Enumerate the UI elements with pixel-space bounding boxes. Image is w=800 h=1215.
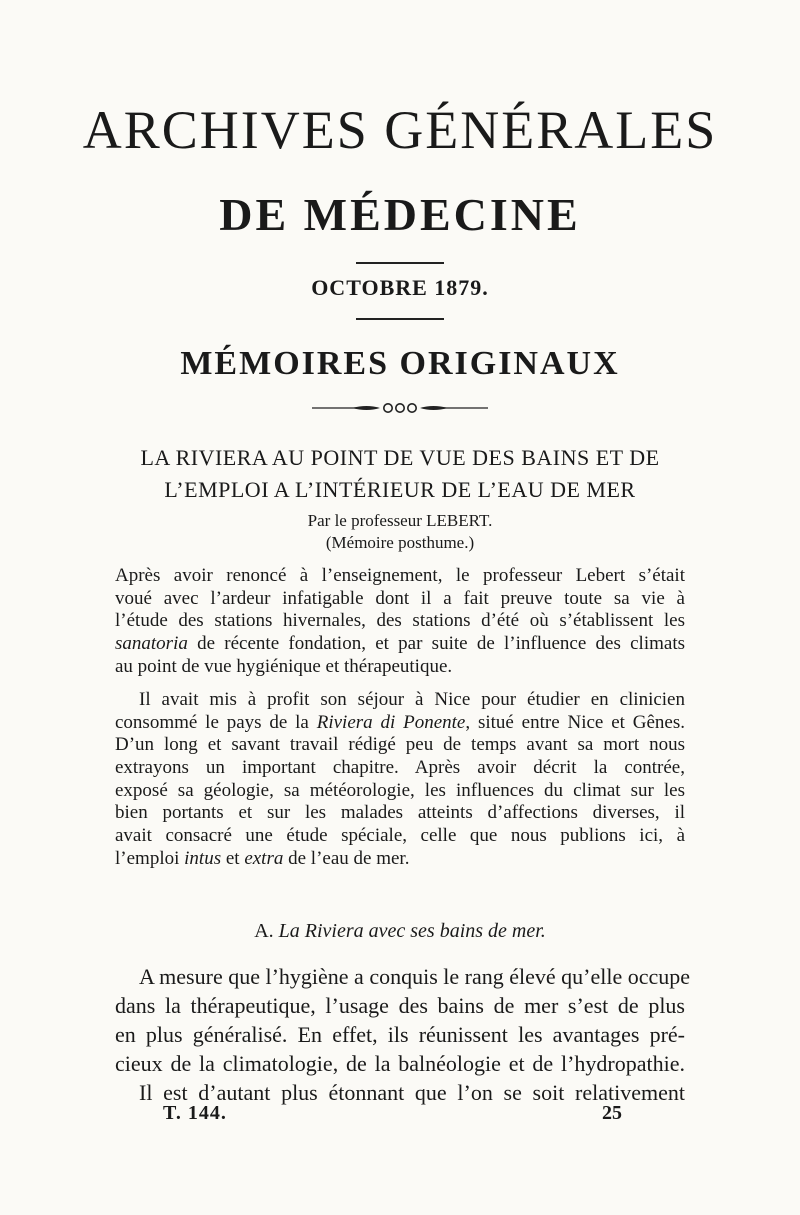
text-line: Il est d’autant plus étonnant que l’on se soit relativement xyxy=(139,1080,685,1105)
text-line: exposé sa géologie, sa météorologie, les influences du climat sur les xyxy=(115,779,685,801)
italic-term: extra xyxy=(244,847,284,869)
text-line: l’étude des stations hivernales, des stations d’été où s’établissent les xyxy=(115,610,685,632)
italic-term: sanatoria xyxy=(115,633,188,655)
text-line: D’un long et savant travail rédigé peu de temps avant sa mort nous xyxy=(115,734,685,756)
text-line: au point de vue hygiénique et thérapeutique. xyxy=(115,655,453,677)
article-note: (Mémoire posthume.) xyxy=(325,533,475,552)
article-title-line-2: L’EMPLOI A L’INTÉRIEUR DE L’EAU DE MER xyxy=(164,477,636,502)
signature-mark: 25 xyxy=(602,1102,622,1124)
article-title-line-1: LA RIVIERA AU POINT DE VUE DES BAINS ET DE xyxy=(140,445,660,470)
paragraph-3 xyxy=(115,962,690,1107)
issue-date: OCTOBRE 1879. xyxy=(311,275,489,300)
ornament-divider xyxy=(312,400,488,416)
section-title: MÉMOIRES ORIGINAUX xyxy=(180,345,620,382)
divider-rule xyxy=(356,262,444,264)
italic-term: Riviera di Ponente xyxy=(316,711,466,733)
text-line: extrayons un important chapitre. Après avoir décrit la contrée, xyxy=(115,757,685,779)
text-line: sanatoria de récente fondation, et par suite de l’influence des climats xyxy=(115,633,685,655)
text-line: consommé le pays de la Riviera di Ponente, situé entre Nice et Gênes. xyxy=(115,711,685,733)
text-line: en plus généralisé. En effet, ils réunissent les avantages pré- xyxy=(115,1022,685,1047)
italic-term: intus xyxy=(184,847,222,869)
volume-number: T. 144. xyxy=(163,1102,227,1124)
journal-subtitle: DE MÉDECINE xyxy=(219,189,581,240)
text-line: avait consacré une étude spéciale, celle que nous publions ici, à xyxy=(115,825,685,847)
text-line: A mesure que l’hygiène a conquis le rang élevé qu’elle occupe xyxy=(139,964,690,989)
text-line: Après avoir renoncé à l’enseignement, le professeur Lebert s’était xyxy=(115,565,685,586)
text-line: Il avait mis à profit son séjour à Nice pour étudier en clinicien xyxy=(139,689,685,710)
text-line: voué avec l’ardeur infatigable dont il a fait preuve toute sa vie à xyxy=(115,587,685,609)
paragraph-1 xyxy=(115,565,685,678)
text-line: bien portants et sur les malades atteints d’affections diverses, il xyxy=(115,802,685,824)
article-author: Par le professeur LEBERT. xyxy=(307,511,493,530)
subsection-heading: A. La Riviera avec ses bains de mer. xyxy=(254,920,546,942)
text-line: l’emploi intus et extra de l’eau de mer. xyxy=(115,847,410,869)
divider-rule xyxy=(356,318,444,320)
journal-title: ARCHIVES GÉNÉRALES xyxy=(82,100,718,160)
paragraph-2 xyxy=(115,689,685,871)
text-line: cieux de la climatologie, de la balnéologie et de l’hydropathie. xyxy=(115,1051,685,1076)
text-line: dans la thérapeutique, l’usage des bains de mer s’est de plus xyxy=(115,993,685,1018)
